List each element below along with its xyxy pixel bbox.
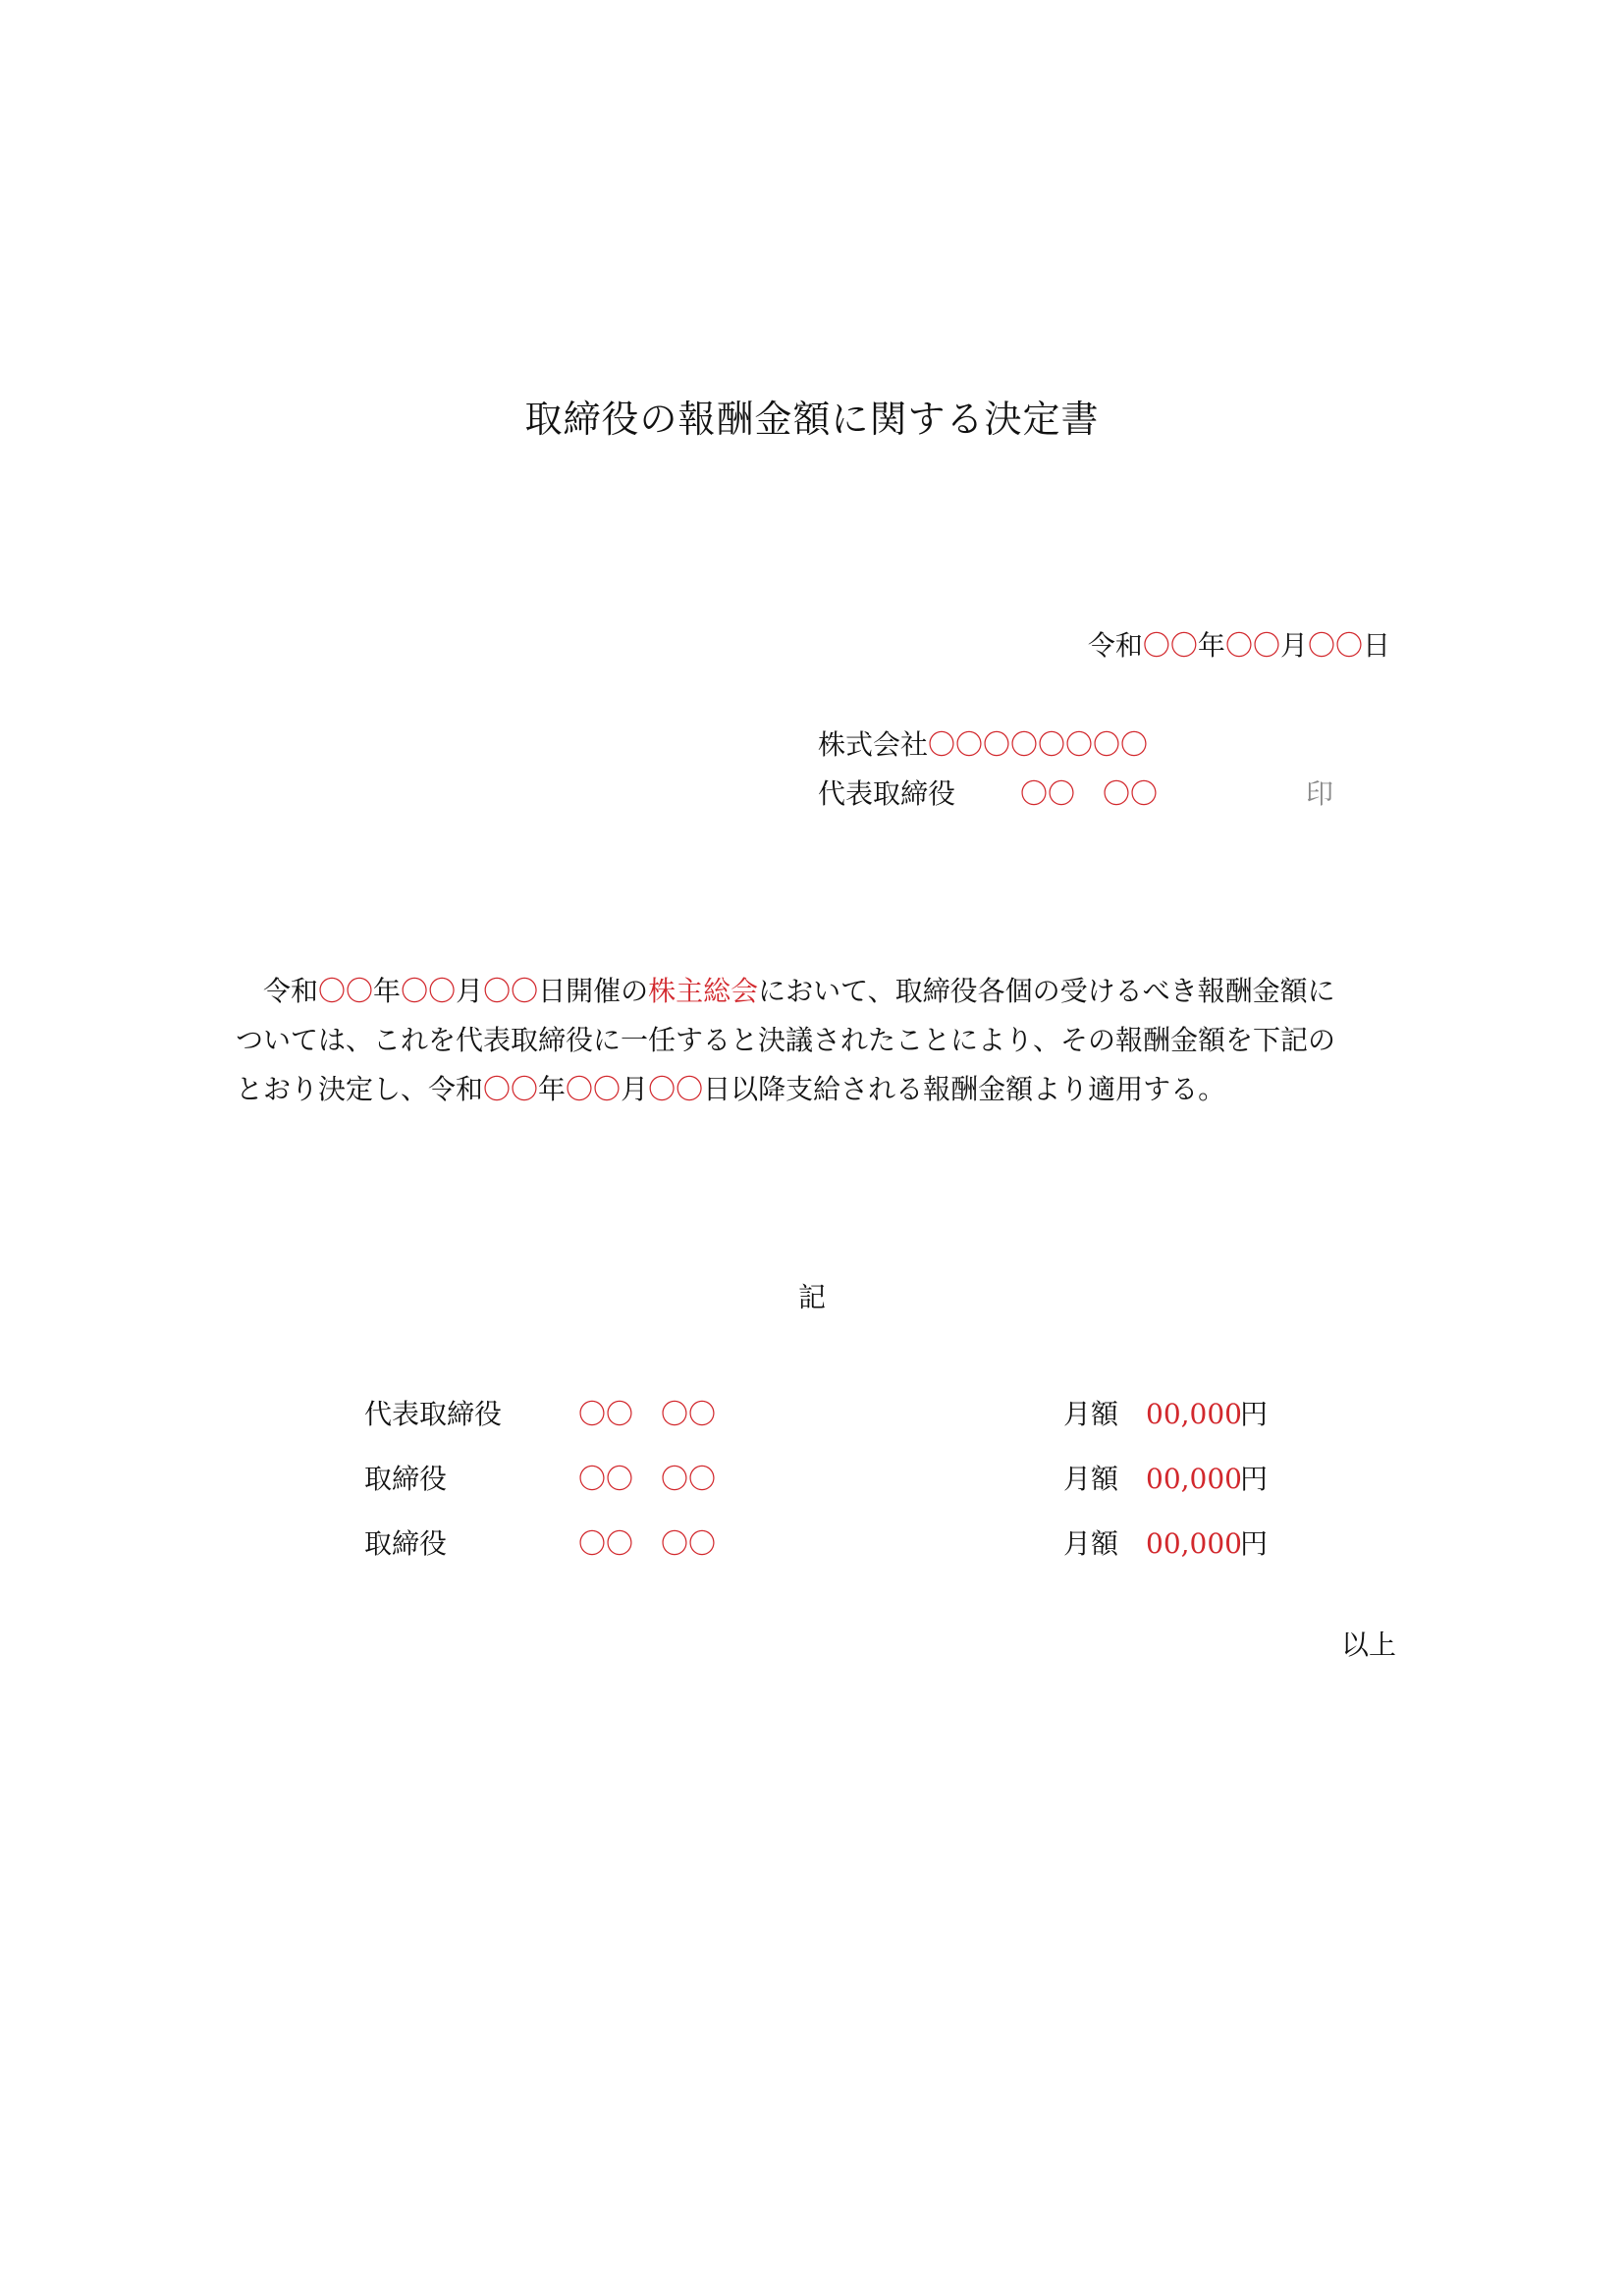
placeholder-text: 〇〇 xyxy=(483,975,539,1007)
compensation-table xyxy=(364,1382,1268,1576)
monthly-amount: 00,000 xyxy=(1146,1527,1242,1560)
paragraph-text: 日以降支給される報酬金額より適用する。 xyxy=(703,1073,1226,1105)
person-name: 〇〇 〇〇 xyxy=(578,1463,717,1495)
paragraph-text: とおり決定し、令和 xyxy=(236,1073,484,1105)
paragraph-text: において、取締役各個の受けるべき報酬金額に xyxy=(758,975,1335,1007)
compensation-row xyxy=(364,1512,1268,1576)
ki-heading: 記 xyxy=(797,1281,826,1313)
paragraph-text: 日開催の xyxy=(538,975,649,1007)
position-title: 代表取締役 xyxy=(364,1398,503,1430)
paragraph-text: 年 xyxy=(538,1073,567,1105)
position-title: 取締役 xyxy=(364,1527,448,1560)
document-title: 取締役の報酬金額に関する決定書 xyxy=(524,398,1100,441)
paragraph-text: 月 xyxy=(456,975,484,1007)
closing-mark: 以上 xyxy=(1340,1629,1396,1661)
date-month: 〇〇 xyxy=(1224,629,1280,662)
representative-line xyxy=(818,770,1334,819)
paragraph-text: 月 xyxy=(621,1073,649,1105)
resolution-paragraph xyxy=(236,967,1394,1114)
yen-unit: 円 xyxy=(1240,1398,1269,1430)
representative-name: 〇〇 〇〇 xyxy=(1020,777,1159,810)
yen-unit: 円 xyxy=(1240,1463,1269,1495)
date-year: 〇〇 xyxy=(1142,629,1198,662)
representative-title: 代表取締役 xyxy=(818,777,956,810)
monthly-amount: 00,000 xyxy=(1146,1463,1242,1495)
person-name: 〇〇 〇〇 xyxy=(578,1398,717,1430)
date-day: 〇〇 xyxy=(1307,629,1363,662)
placeholder-text: 〇〇 xyxy=(483,1073,539,1105)
seal-mark: 印 xyxy=(1306,777,1334,810)
company-prefix: 株式会社 xyxy=(818,728,929,761)
issuer-block xyxy=(818,721,1334,819)
document-date xyxy=(1088,624,1390,664)
compensation-row xyxy=(364,1382,1268,1447)
date-era: 令和 xyxy=(1087,629,1143,662)
placeholder-text: 株主総会 xyxy=(648,975,759,1007)
date-day-unit: 日 xyxy=(1362,629,1390,662)
paragraph-text: 年 xyxy=(373,975,402,1007)
paragraph-text: 令和 xyxy=(263,975,319,1007)
person-name: 〇〇 〇〇 xyxy=(578,1527,717,1560)
company-line xyxy=(818,721,1158,770)
monthly-label: 月額 xyxy=(1063,1463,1119,1495)
monthly-label: 月額 xyxy=(1063,1527,1119,1560)
company-name: 〇〇〇〇〇〇〇〇 xyxy=(928,728,1149,761)
monthly-label: 月額 xyxy=(1063,1398,1119,1430)
placeholder-text: 〇〇 xyxy=(318,975,374,1007)
placeholder-text: 〇〇 xyxy=(648,1073,704,1105)
paragraph-line-3 xyxy=(236,1065,1394,1114)
compensation-row xyxy=(364,1447,1268,1512)
placeholder-text: 〇〇 xyxy=(401,975,457,1007)
monthly-amount: 00,000 xyxy=(1146,1398,1242,1430)
date-month-unit: 月 xyxy=(1279,629,1308,662)
paragraph-line-1 xyxy=(236,967,1394,1016)
date-year-unit: 年 xyxy=(1197,629,1225,662)
yen-unit: 円 xyxy=(1240,1527,1269,1560)
paragraph-line-2: ついては、これを代表取締役に一任すると決議されたことにより、その報酬金額を下記の xyxy=(236,1024,1336,1056)
placeholder-text: 〇〇 xyxy=(566,1073,622,1105)
position-title: 取締役 xyxy=(364,1463,448,1495)
